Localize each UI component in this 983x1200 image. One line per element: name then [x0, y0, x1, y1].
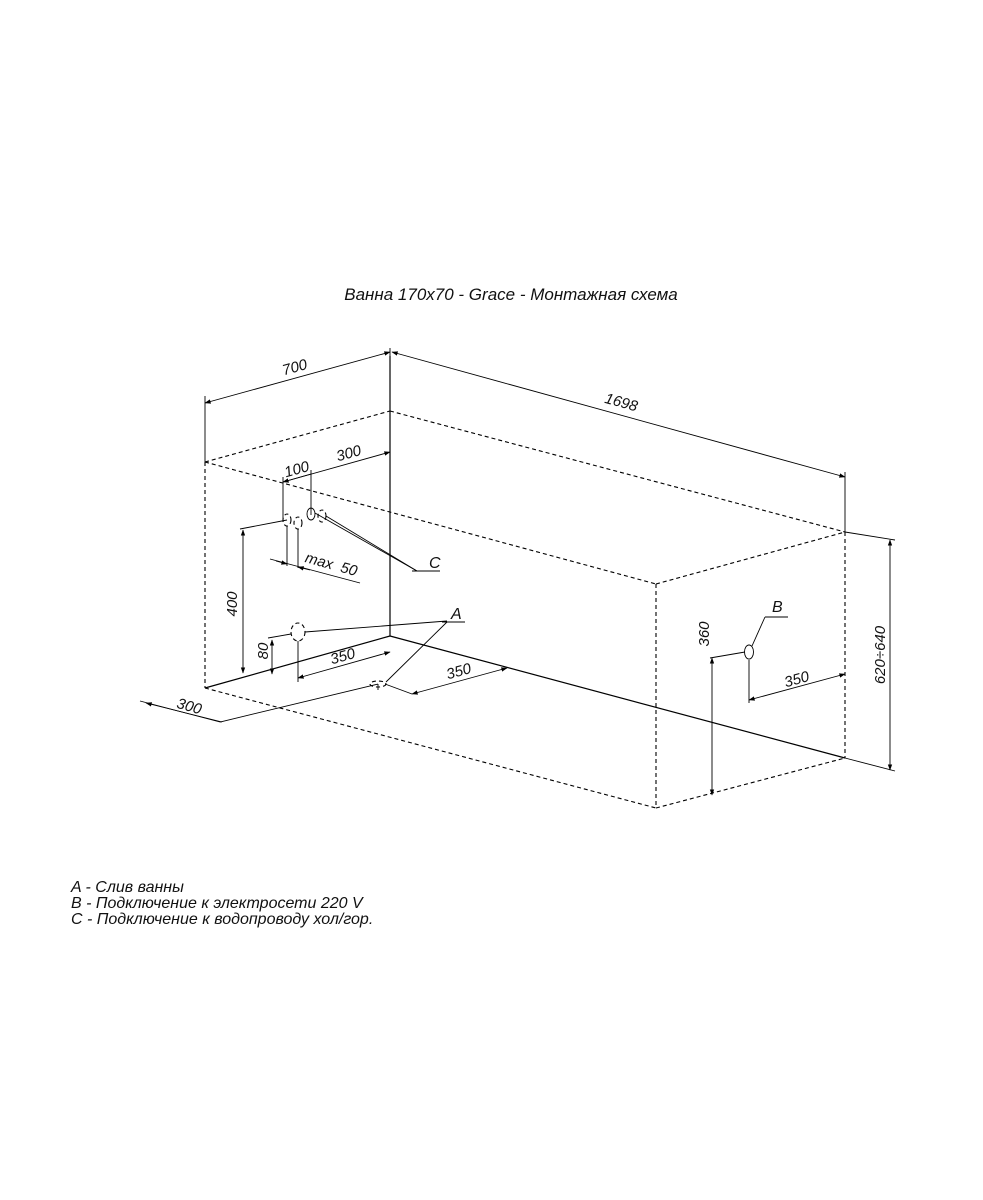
dim-width-label: 700 [280, 356, 310, 380]
water-connections [283, 508, 326, 529]
legend-item-a: A - Слив ванны [71, 879, 184, 896]
legend-item-b: B - Подключение к электросети 220 V [71, 895, 363, 912]
legend-item-c: C - Подключение к водопроводу хол/гор. [71, 911, 374, 928]
dim-300-bottom [140, 684, 378, 722]
dim-350-drain-label: 350 [444, 660, 474, 684]
callout-a [305, 606, 465, 682]
dim-max50-label: max 50 [303, 549, 360, 580]
dim-height [845, 532, 895, 771]
callout-b-label: B [772, 599, 783, 616]
electric-connection [696, 599, 845, 795]
dim-80-label: 80 [255, 642, 272, 660]
dim-max50 [270, 526, 360, 583]
dim-length [392, 352, 845, 532]
callout-c-label: C [429, 555, 441, 572]
dim-360-label: 360 [696, 621, 713, 647]
dim-350-left [298, 641, 390, 682]
dim-400-label: 400 [224, 591, 241, 617]
dim-300-top-label: 300 [334, 442, 364, 466]
dim-350-left-label: 350 [328, 645, 358, 669]
dim-350-right-label: 350 [782, 668, 812, 692]
legend [71, 880, 373, 928]
dim-300-100 [282, 442, 390, 522]
dim-length-label: 1698 [602, 390, 640, 416]
dim-height-label: 620÷640 [872, 625, 889, 685]
dim-100-label: 100 [282, 458, 312, 482]
dim-300-bottom-label: 300 [174, 695, 204, 719]
diagram-title: Ванна 170х70 - Grace - Монтажная схема [344, 285, 678, 304]
dim-width [205, 348, 390, 462]
callout-a-label: A [451, 606, 462, 623]
dim-80 [255, 634, 291, 674]
